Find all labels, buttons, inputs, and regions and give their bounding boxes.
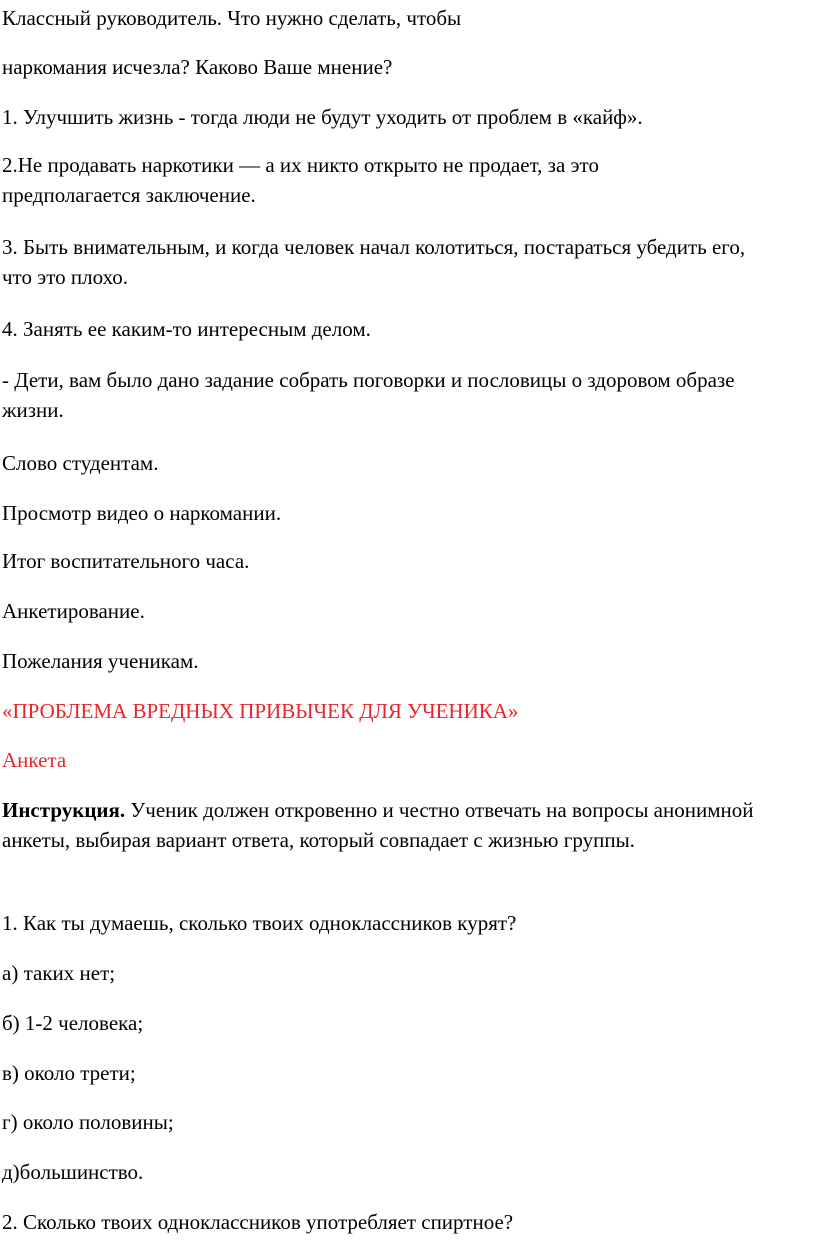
proverbs-task: - Дети, вам было дано задание собрать поговорки и пословицы о здоровом образе жизни. [2,368,735,422]
survey-subtitle: Анкета [2,748,67,772]
answer-item-4: 4. Занять ее каким-то интересным делом. [2,317,371,341]
instruction-label: Инструкция. [2,798,126,822]
video-viewing: Просмотр видео о наркомании. [2,501,282,525]
answer-item-1: 1. Улучшить жизнь - тогда люди не будут уходить от проблем в «кайф». [2,105,643,129]
lesson-summary: Итог воспитательного часа. [2,549,250,573]
question-1-option-d: г) около половины; [2,1110,174,1134]
students-word: Слово студентам. [2,451,159,475]
instruction-paragraph [2,795,787,855]
questionnaire-step: Анкетирование. [2,599,145,623]
question-1-option-c: в) около трети; [2,1061,136,1085]
answer-item-2: 2.Не продавать наркотики — а их никто открыто не продает, за это предполагается заключение. [2,153,599,207]
instruction-text: Ученик должен откровенно и честно отвечать на вопросы анонимной анкеты, выбирая вариант ответа, который совпадает с жизнью группы. [2,798,754,852]
question-2: 2. Сколько твоих одноклассников употребляет спиртное? [2,1210,514,1234]
survey-title: «ПРОБЛЕМА ВРЕДНЫХ ПРИВЫЧЕК ДЛЯ УЧЕНИКА» [2,699,519,723]
answer-item-3: 3. Быть внимательным, и когда человек начал колотиться, постараться убедить его, что это плохо. [2,235,746,289]
question-1-option-b: б) 1-2 человека; [2,1011,144,1035]
question-1-option-a: а) таких нет; [2,961,116,985]
paragraph-teacher-question-line2: наркомания исчезла? Каково Ваше мнение? [2,55,393,79]
wishes-to-students: Пожелания ученикам. [2,649,199,673]
question-1-option-e: д)большинство. [2,1160,144,1184]
paragraph-teacher-question-line1: Классный руководитель. Что нужно сделать, чтобы [2,6,462,30]
question-1: 1. Как ты думаешь, сколько твоих одноклассников курят? [2,911,517,935]
